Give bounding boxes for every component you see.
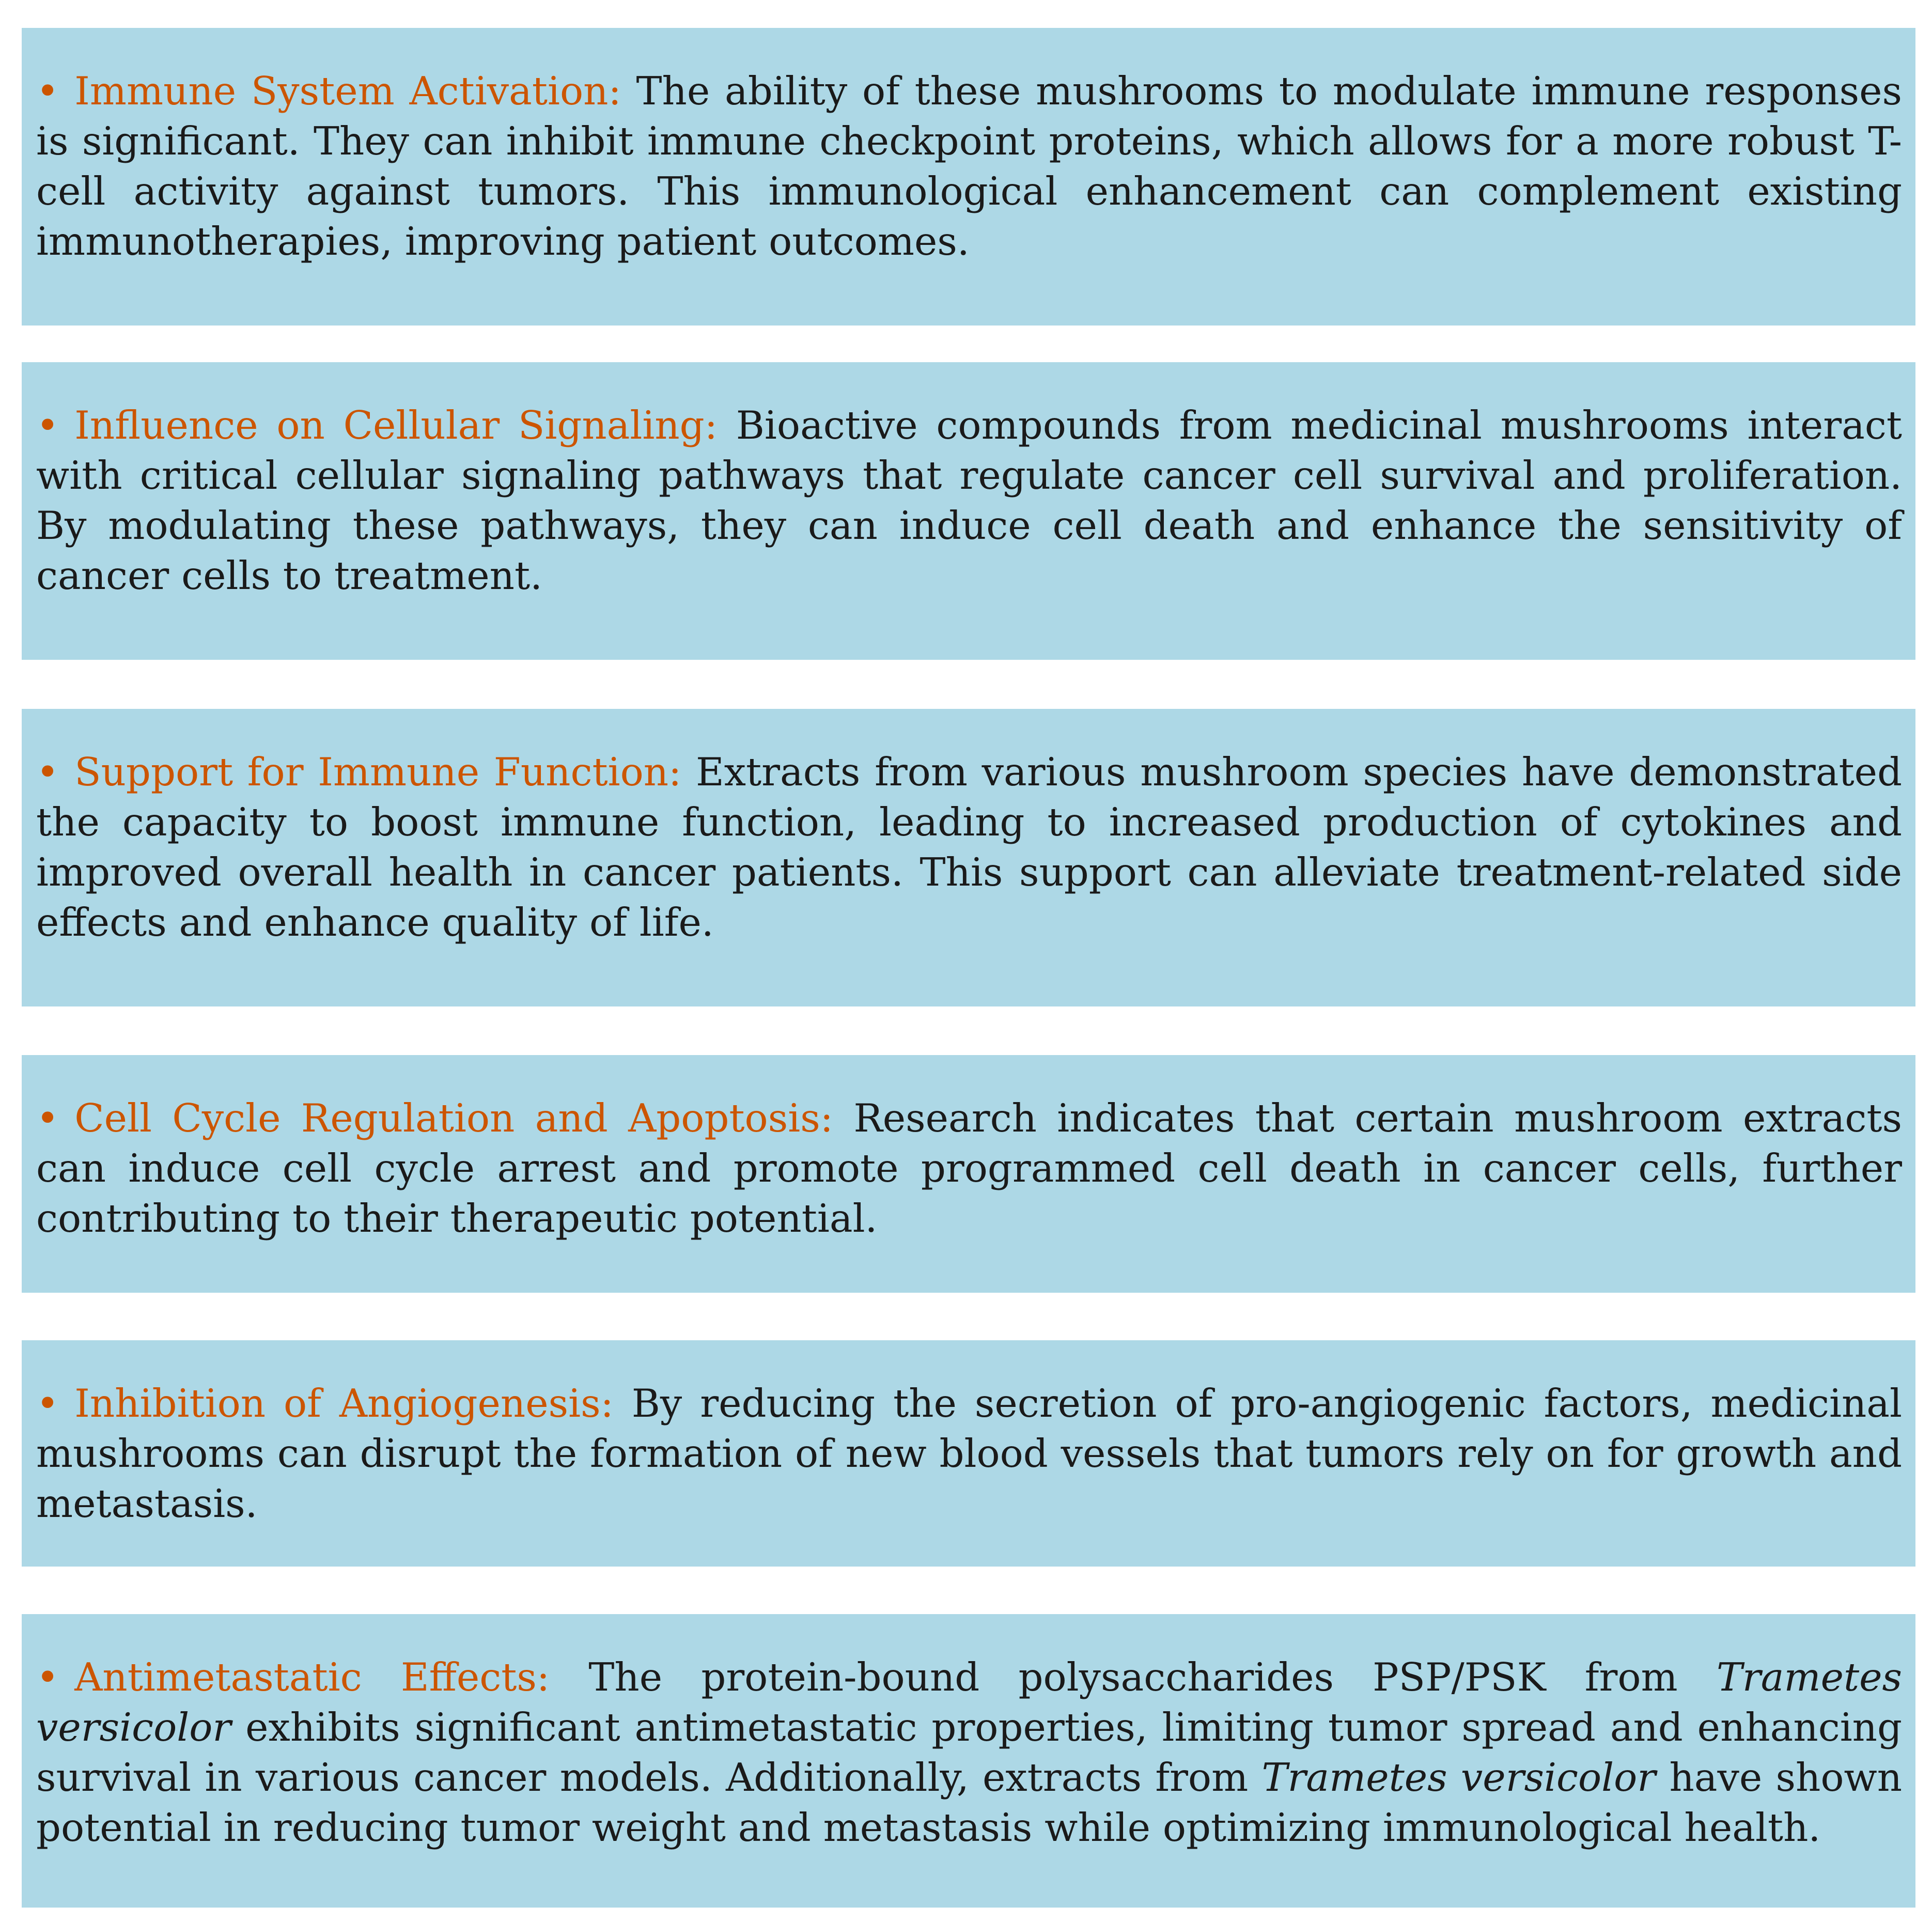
bullet-icon: •	[36, 402, 59, 448]
bullet-icon: •	[36, 1654, 59, 1700]
bullet-heading: Cell Cycle Regulation and Apoptosis:	[74, 1095, 833, 1141]
bullet-icon: •	[36, 749, 59, 795]
bullet-icon: •	[36, 68, 59, 114]
bullet-heading: Inhibition of Angiogenesis:	[74, 1381, 614, 1426]
bullet-text: Extracts from various mushroom species have demonstrated the capacity to boost immune function, leading to increased production of cytokines and improved overall health in cancer patients. This support can alleviate treatment-related side effects and enhance quality of life.	[36, 749, 1902, 945]
bullet-box-angiogenesis	[22, 1340, 1915, 1567]
bullet-paragraph	[36, 747, 1902, 948]
bullet-text: By reducing the secretion of pro-angiogenic factors, medicinal mushrooms can disrupt the formation of new blood vessels that tumors rely on for growth and metastasis.	[36, 1381, 1902, 1526]
bullet-box-antimetastatic	[22, 1614, 1915, 1908]
bullet-icon: •	[36, 1095, 59, 1141]
bullet-heading: Antimetastatic Effects:	[74, 1654, 550, 1700]
bullet-text: have shown potential in reducing tumor weight and metastasis while optimizing immunological health.	[36, 1755, 1903, 1850]
bullet-paragraph	[36, 66, 1902, 267]
bullet-box-immune-system-activation	[22, 28, 1915, 326]
bullet-heading: Immune System Activation:	[74, 68, 621, 114]
bullet-text: exhibits significant antimetastatic properties, limiting tumor spread and enhancing survival in various cancer models. Additionally, extracts from	[36, 1705, 1902, 1800]
bullet-heading: Influence on Cellular Signaling:	[74, 402, 718, 448]
bullet-text: The protein-bound polysaccharides PSP/PSK from	[588, 1654, 1678, 1700]
bullet-paragraph	[36, 400, 1902, 601]
bullet-box-immune-function	[22, 709, 1915, 1006]
bullet-paragraph	[36, 1378, 1902, 1529]
bullet-heading: Support for Immune Function:	[74, 749, 682, 795]
bullet-icon: •	[36, 1381, 59, 1426]
bullet-text: The ability of these mushrooms to modulate immune responses is significant. They can inhibit immune checkpoint proteins, which allows for a more robust T-cell activity against tumors. This immunological enhancement can complement existing immunotherapies, improving patient outcomes.	[36, 68, 1902, 264]
bullet-box-cell-cycle	[22, 1055, 1915, 1293]
bullet-paragraph	[36, 1652, 1902, 1853]
bullet-box-cellular-signaling	[22, 362, 1915, 660]
bullet-text: Research indicates that certain mushroom extracts can induce cell cycle arrest and promote programmed cell death in cancer cells, further contributing to their therapeutic potential.	[36, 1095, 1902, 1241]
bullet-text: Bioactive compounds from medicinal mushrooms interact with critical cellular signaling pathways that regulate cancer cell survival and proliferation. By modulating these pathways, they can induce cell death and enhance the sensitivity of cancer cells to treatment.	[36, 402, 1902, 598]
species-name: Trametes versicolor	[36, 1654, 1902, 1750]
species-name: Trametes versicolor	[1261, 1755, 1656, 1800]
bullet-paragraph	[36, 1093, 1902, 1244]
